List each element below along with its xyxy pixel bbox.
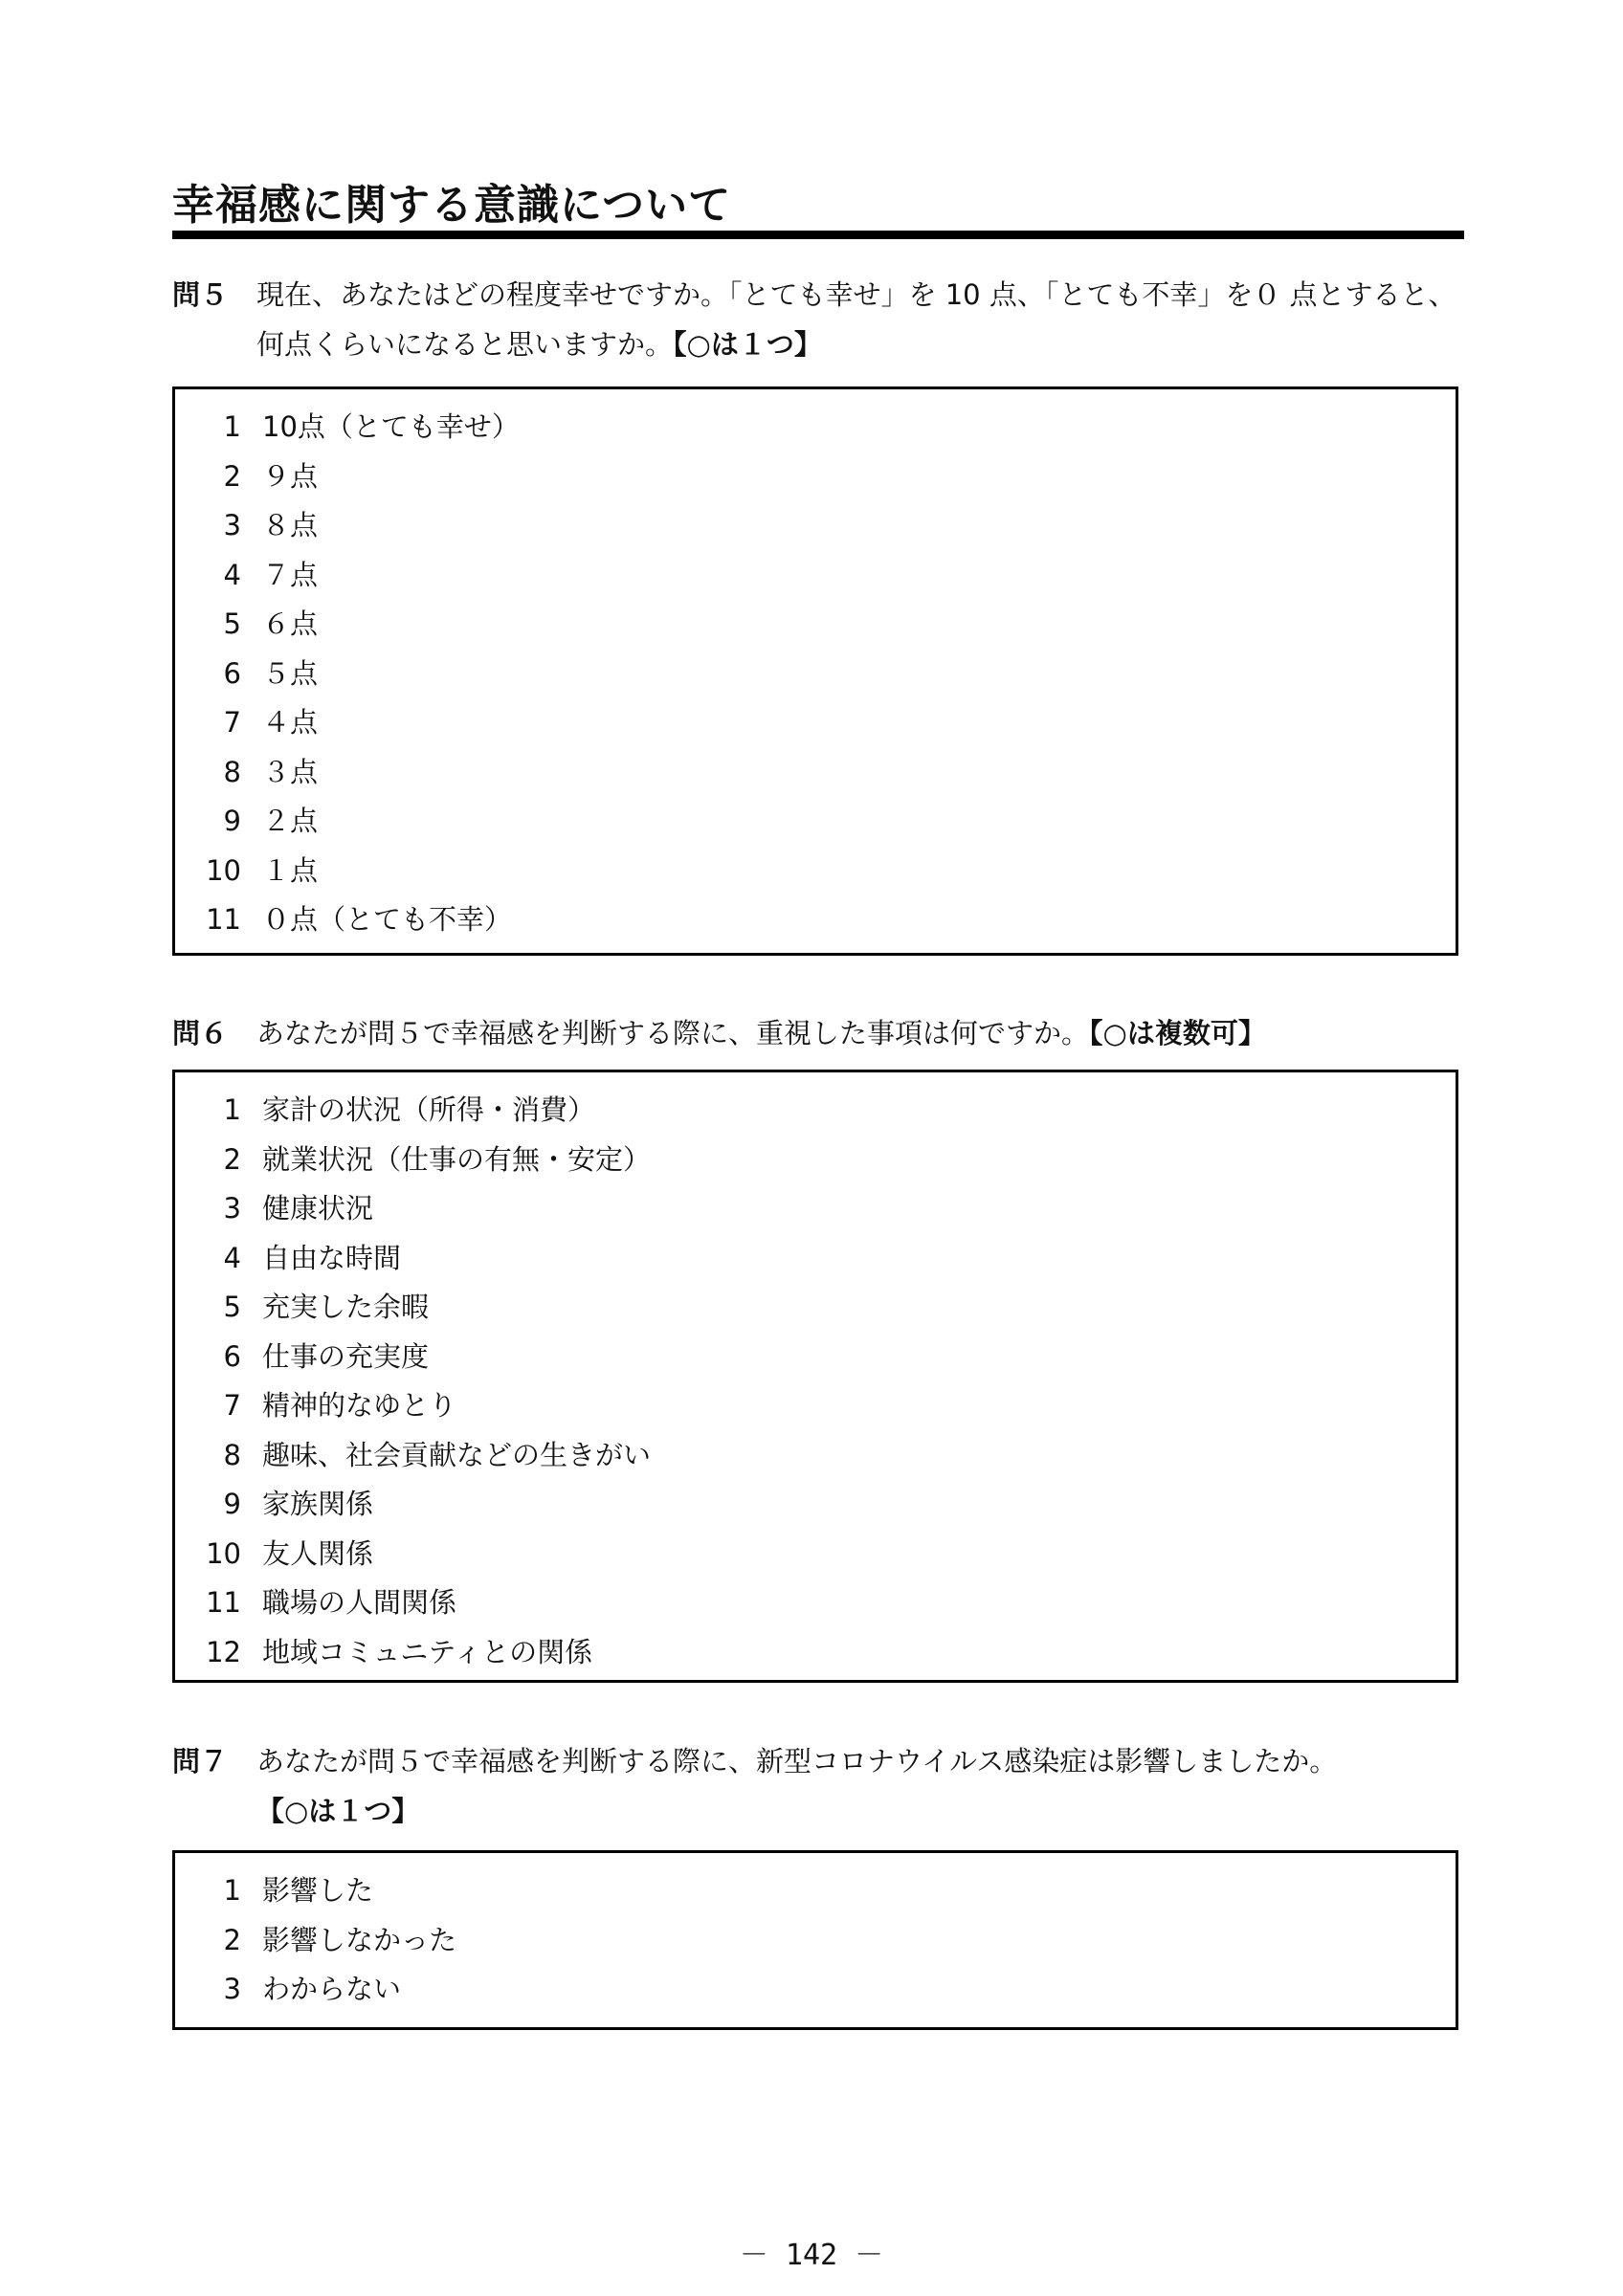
question-6 <box>172 1008 1472 1058</box>
option-label: 友人関係 <box>262 1536 374 1570</box>
section-title: 幸福感に関する意識について <box>172 181 732 230</box>
option-number: 8 <box>223 755 241 788</box>
option-item <box>201 1487 374 1521</box>
option-item <box>201 1635 593 1669</box>
answer-instruction: 【○は複数可】 <box>1089 1017 1266 1049</box>
option-item <box>201 1873 374 1908</box>
option-item <box>201 705 319 740</box>
question-text: あなたが問５で幸福感を判断する際に、重視した事項は何ですか。 <box>256 1017 1090 1049</box>
option-number: 6 <box>223 656 241 690</box>
option-item <box>201 508 319 542</box>
option-label: 10点（とても幸せ） <box>262 410 520 443</box>
option-number: 4 <box>223 558 241 591</box>
option-label: 職場の人間関係 <box>262 1586 457 1619</box>
option-number: 5 <box>223 607 241 640</box>
option-number: 1 <box>223 1874 241 1907</box>
option-number: 2 <box>223 1142 241 1176</box>
option-number: 2 <box>223 459 241 493</box>
option-item <box>201 1388 457 1423</box>
option-number: 11 <box>206 903 241 936</box>
option-item <box>201 558 319 592</box>
answer-instruction: 【○は１つ】 <box>256 1795 420 1827</box>
option-number: 3 <box>223 1973 241 2005</box>
answer-instruction: 【○は１つ】 <box>673 328 822 361</box>
option-label: 影響しなかった <box>262 1923 457 1956</box>
option-number: 3 <box>223 1192 241 1225</box>
option-label: わからない <box>262 1973 402 2005</box>
option-label: 就業状況（仕事の有無・安定） <box>262 1142 652 1176</box>
option-number: 12 <box>206 1635 241 1668</box>
option-label: 充実した余暇 <box>262 1291 430 1323</box>
option-item <box>201 1191 374 1225</box>
option-item <box>201 755 319 789</box>
option-item <box>201 1585 457 1620</box>
question-number: 問５ <box>172 278 229 311</box>
option-item <box>201 656 319 691</box>
option-number: 9 <box>223 1488 241 1520</box>
option-label: ６点 <box>262 607 319 640</box>
option-item <box>201 1536 374 1571</box>
option-item <box>201 1339 430 1374</box>
option-item <box>201 409 520 444</box>
option-number: 7 <box>223 1389 241 1422</box>
question-number: 問６ <box>172 1017 229 1049</box>
option-number: 7 <box>223 706 241 739</box>
option-item <box>201 804 319 838</box>
option-label: １点 <box>262 853 319 887</box>
option-label: 影響した <box>262 1874 374 1907</box>
option-number: 6 <box>223 1339 241 1373</box>
question-number: 問７ <box>172 1745 229 1777</box>
option-number: 10 <box>206 1536 241 1570</box>
option-label: 健康状況 <box>262 1192 374 1225</box>
option-number: 5 <box>223 1291 241 1323</box>
option-item <box>201 1093 596 1127</box>
option-number: 1 <box>223 410 241 443</box>
option-number: 4 <box>223 1241 241 1274</box>
page-number: － 142 － <box>739 2239 884 2272</box>
option-label: ２点 <box>262 805 319 837</box>
option-label: 自由な時間 <box>262 1241 402 1274</box>
option-label: 家計の状況（所得・消費） <box>262 1093 596 1126</box>
option-number: 1 <box>223 1093 241 1126</box>
option-label: ９点 <box>262 459 319 493</box>
option-item <box>201 853 319 888</box>
option-item <box>201 1290 430 1324</box>
option-label: 精神的なゆとり <box>262 1389 457 1422</box>
option-label: ７点 <box>262 558 319 591</box>
question-text: 現在、あなたはどの程度幸せですか。「とても幸せ」を 10 点、「とても不幸」を０ 点とすると、何点くらいになると思いますか。 <box>256 278 1456 361</box>
option-label: ４点 <box>262 706 319 739</box>
option-item <box>201 902 513 937</box>
option-number: 10 <box>206 853 241 887</box>
option-label: ３点 <box>262 755 319 788</box>
option-label: 家族関係 <box>262 1488 374 1520</box>
option-item <box>201 1972 402 2006</box>
option-number: 9 <box>223 805 241 837</box>
option-number: 11 <box>206 1586 241 1619</box>
option-item <box>201 1142 652 1177</box>
option-number: 2 <box>223 1923 241 1956</box>
option-label: 仕事の充実度 <box>262 1339 430 1373</box>
question-text: あなたが問５で幸福感を判断する際に、新型コロナウイルス感染症は影響しましたか。 <box>256 1745 1338 1777</box>
option-item <box>201 1438 652 1472</box>
option-number: 8 <box>223 1438 241 1471</box>
option-label: 趣味、社会貢献などの生きがい <box>262 1438 652 1471</box>
option-label: ０点（とても不幸） <box>262 903 513 936</box>
option-item <box>201 1923 457 1957</box>
option-label: ８点 <box>262 509 319 541</box>
option-item <box>201 607 319 641</box>
option-label: 地域コミュニティとの関係 <box>262 1635 593 1668</box>
question-7 <box>172 1736 1472 1836</box>
title-underline <box>172 231 1464 239</box>
question-5 <box>172 270 1472 369</box>
option-item <box>201 1241 402 1275</box>
option-label: ５点 <box>262 656 319 690</box>
option-item <box>201 459 319 494</box>
options-box-q5 <box>172 386 1458 956</box>
option-number: 3 <box>223 509 241 541</box>
